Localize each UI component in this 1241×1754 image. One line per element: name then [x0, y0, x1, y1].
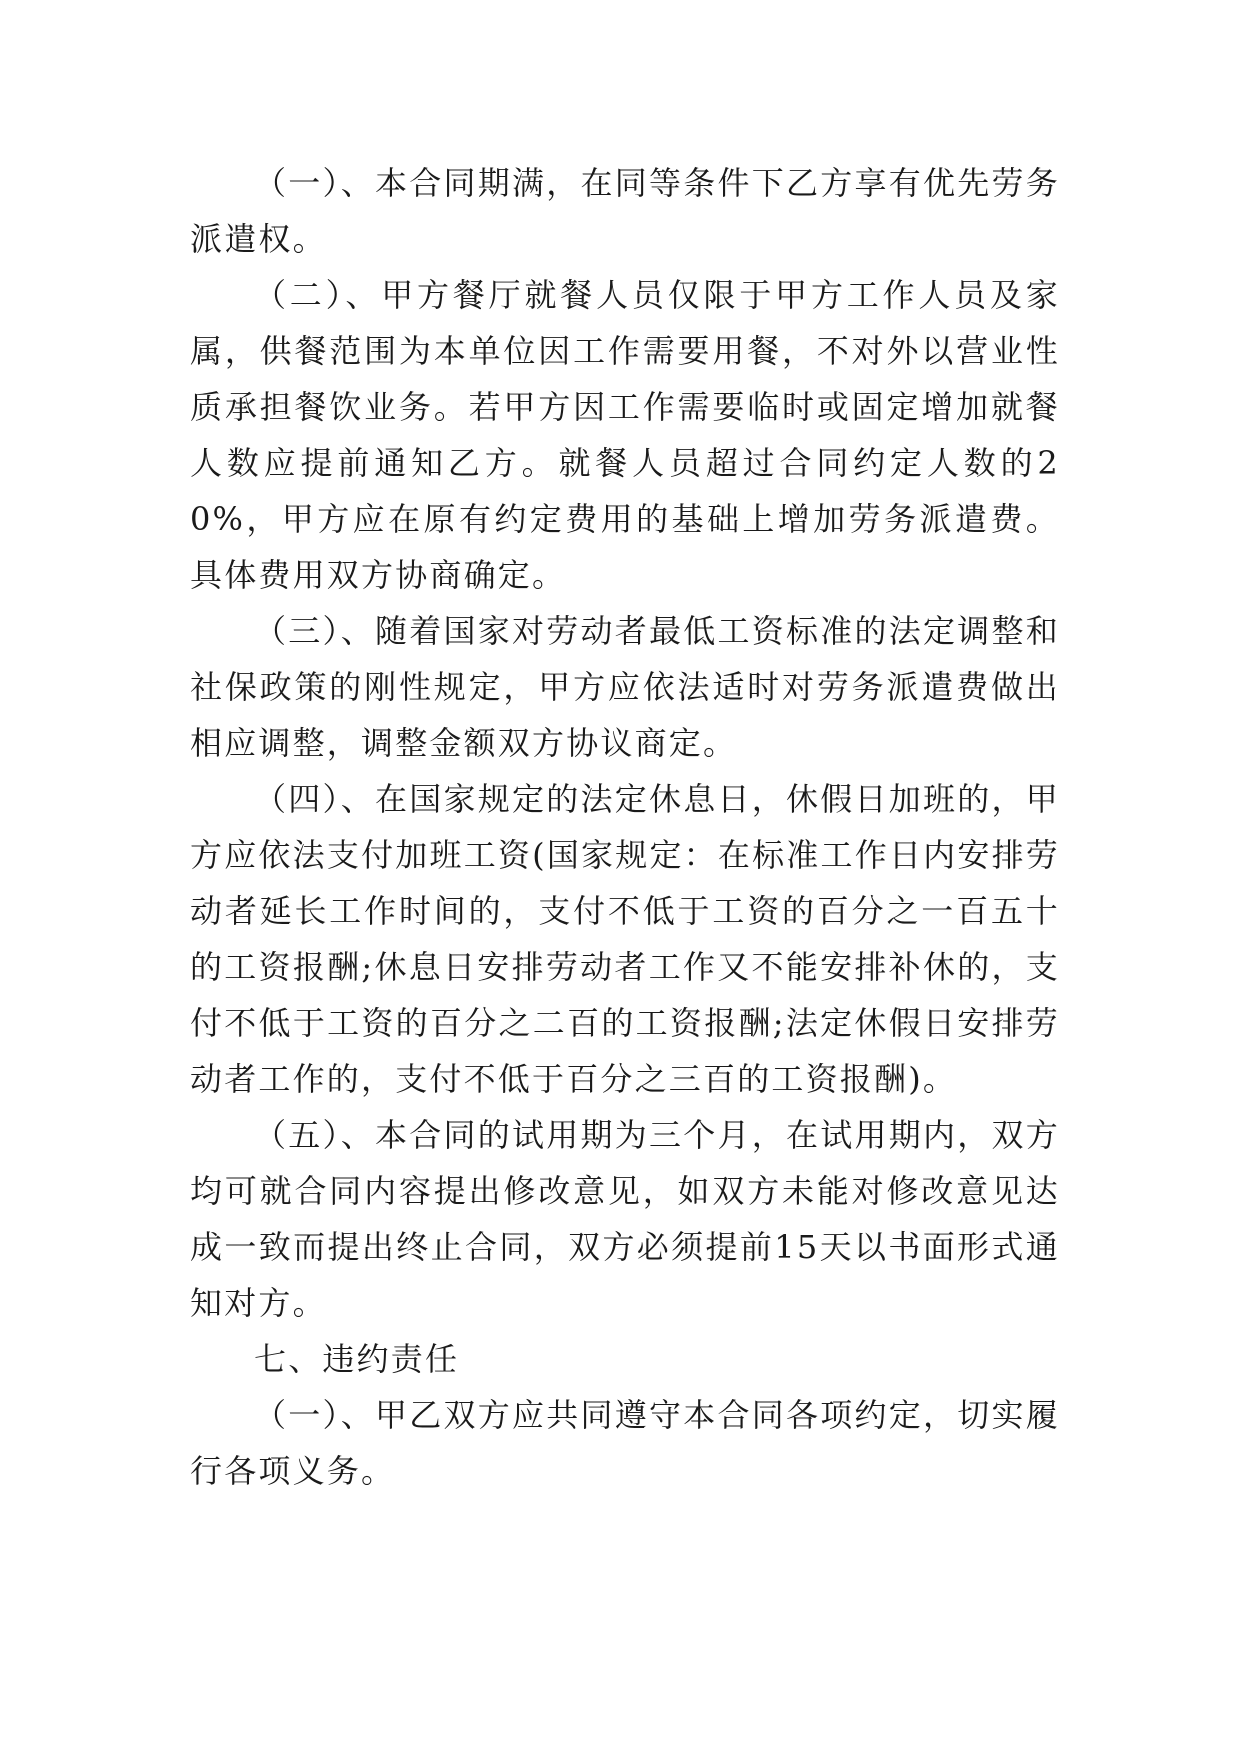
paragraph-4: （四）、在国家规定的法定休息日，休假日加班的，甲方应依法支付加班工资(国家规定：在标准工作日内安排劳动者延长工作时间的，支付不低于工资的百分之一百五十的工资报酬;休息日安排劳动者工作又不能安排补休的，支付不低于工资的百分之二百的工资报酬;法定休假日安排劳动者工作的，支付不低于百分之三百的工资报酬)。	[190, 780, 1060, 1098]
section-heading: 七、违约责任	[254, 1340, 460, 1378]
paragraph-2: （二）、甲方餐厅就餐人员仅限于甲方工作人员及家属，供餐范围为本单位因工作需要用餐，不对外以营业性质承担餐饮业务。若甲方因工作需要临时或固定增加就餐人数应提前通知乙方。就餐人员超过合同约定人数的20%，甲方应在原有约定费用的基础上增加劳务派遣费。具体费用双方协商确定。	[190, 276, 1060, 594]
paragraph-6: （一）、甲乙双方应共同遵守本合同各项约定，切实履行各项义务。	[190, 1396, 1060, 1490]
paragraph-1: （一）、本合同期满，在同等条件下乙方享有优先劳务派遣权。	[190, 164, 1060, 258]
paragraph-5: （五）、本合同的试用期为三个月，在试用期内，双方均可就合同内容提出修改意见，如双方未能对修改意见达成一致而提出终止合同，双方必须提前15天以书面形式通知对方。	[190, 1116, 1060, 1322]
paragraph-3: （三）、随着国家对劳动者最低工资标准的法定调整和社保政策的刚性规定，甲方应依法适时对劳务派遣费做出相应调整，调整金额双方协议商定。	[190, 612, 1060, 762]
document-page	[190, 155, 1060, 1499]
